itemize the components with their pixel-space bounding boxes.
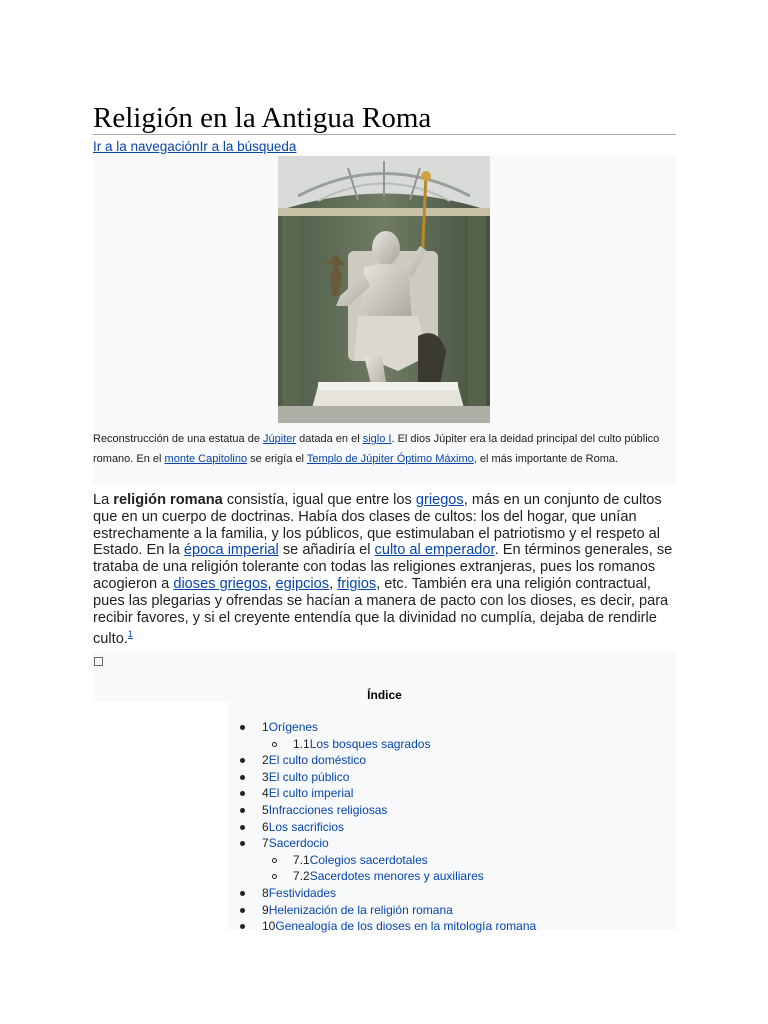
toc-bullet: [240, 808, 245, 813]
toc-item-link[interactable]: Helenización de la religión romana: [268, 902, 453, 917]
caption-text: Reconstrucción de una estatua de: [93, 433, 264, 445]
link-monte-capitolino[interactable]: monte Capitolino: [164, 453, 248, 465]
link-griegos[interactable]: griegos: [415, 492, 464, 508]
toc-subitem[interactable]: [293, 853, 428, 867]
paragraph-text: ,: [329, 575, 338, 592]
link-dioses-griegos[interactable]: dioses griegos: [173, 575, 268, 592]
toc-item-link[interactable]: Colegios sacerdotales: [309, 852, 428, 867]
toc-item-number: 5: [262, 803, 269, 817]
link-egipcios[interactable]: egipcios: [275, 575, 330, 592]
paragraph-text: consistía, igual que entre los: [222, 492, 416, 508]
toc-item-number: 7.2: [293, 869, 310, 884]
toc-bullet: [240, 825, 245, 830]
jump-links: [93, 139, 296, 155]
toc-item-link[interactable]: Genealogía de los dioses en la mitología romana: [275, 919, 537, 934]
toc-item-number: 8: [262, 886, 269, 900]
toc-bullet: [240, 891, 245, 896]
toc-item[interactable]: [262, 786, 353, 800]
paragraph-text: se añadiría el: [278, 542, 375, 559]
toc-item[interactable]: [262, 720, 318, 734]
bold-term: religión romana: [113, 492, 223, 508]
link-culto-al-emperador[interactable]: culto al emperador: [374, 542, 495, 559]
toc-item-number: 9: [262, 902, 269, 917]
toc-item-number: 7: [262, 836, 269, 851]
toc-item-link[interactable]: Sacerdocio: [268, 836, 329, 851]
toc-item-number: 1.1: [293, 736, 310, 751]
toc-title: Índice: [367, 688, 402, 702]
toc-item-number: 7.1: [293, 852, 310, 867]
toc-item-number: 4: [262, 786, 269, 801]
toc-item[interactable]: [262, 820, 344, 834]
toc-subitem-marker: [272, 742, 277, 747]
toc-item[interactable]: [262, 903, 453, 917]
toc-bullet: [240, 908, 245, 913]
caption-text: . El dios Júpiter era la deidad principal del culto público romano. En el: [93, 433, 660, 465]
toc-item[interactable]: [262, 919, 536, 933]
toc-bullet: [240, 775, 245, 780]
toc-item-number: 1: [262, 720, 269, 734]
paragraph-text: . En términos generales, se trataba de una religión tolerante con todas las religiones extranjeras, pues los romanos acogieron a: [93, 542, 673, 592]
toc-item[interactable]: [262, 753, 366, 767]
reference-link[interactable]: 1: [127, 629, 133, 640]
toc-item[interactable]: [262, 886, 336, 900]
toc-item-link[interactable]: Festividades: [268, 886, 337, 900]
paragraph-text: , más en un conjunto de cultos que en un cuerpo de doctrinas. Había dos clases de cultos: los del hogar, que unían estrechamente a la familia, y los públicos, que estimulaban el patriotismo y el respeto al Estado. En la: [93, 492, 662, 559]
toc-item-number: 6: [262, 819, 269, 834]
intro-paragraph: [93, 492, 676, 648]
page-title: Religión en la Antigua Roma: [93, 102, 432, 134]
toc-item[interactable]: [262, 803, 387, 817]
caption-text: se erigía el: [247, 453, 307, 465]
toc-item-number: 3: [262, 769, 269, 784]
toc-item-link[interactable]: Orígenes: [268, 720, 319, 734]
paragraph-text: , etc. También era una religión contractual, pues las plegarias y ofrendas se hacían a manera de pacto con los dioses, es decir, para recibir favores, y si el creyente entendía que la divinidad no cumplía, dejaba de rendirle culto.: [93, 575, 669, 648]
toc-item-number: 2: [262, 753, 269, 768]
paragraph-text: ,: [267, 575, 276, 592]
link-epoca-imperial[interactable]: época imperial: [183, 542, 279, 559]
toc-item[interactable]: [262, 770, 349, 784]
toc-item-link[interactable]: El culto público: [268, 769, 350, 784]
toc-item-link[interactable]: Los bosques sagrados: [309, 736, 431, 751]
toc-toggle-checkbox[interactable]: [94, 657, 103, 666]
toc-item-number: 10: [262, 919, 276, 934]
toc-subitem[interactable]: [293, 869, 484, 883]
link-jupiter[interactable]: Júpiter: [263, 433, 297, 445]
figure-caption: [93, 429, 676, 469]
toc-item-link[interactable]: Infracciones religiosas: [268, 803, 388, 817]
toc-subitem[interactable]: [293, 737, 430, 751]
toc-item-link[interactable]: Sacerdotes menores y auxiliares: [309, 869, 484, 884]
toc-bullet: [240, 725, 245, 730]
toc-item-link[interactable]: El culto doméstico: [268, 753, 367, 768]
title-divider: [93, 134, 676, 135]
jump-to-search-link[interactable]: Ir a la búsqueda: [199, 139, 297, 154]
paragraph-text: La: [93, 492, 114, 508]
link-siglo-i[interactable]: siglo I: [362, 433, 392, 445]
jump-to-navigation-link[interactable]: Ir a la navegación: [93, 139, 200, 154]
link-templo-jupiter[interactable]: Templo de Júpiter Óptimo Máximo: [306, 453, 474, 465]
caption-text: datada en el: [296, 433, 363, 445]
caption-text: , el más importante de Roma.: [473, 453, 619, 465]
link-frigios[interactable]: frigios: [337, 575, 377, 592]
toc-item[interactable]: [262, 836, 329, 850]
toc-item-link[interactable]: El culto imperial: [268, 786, 354, 801]
jupiter-statue-image[interactable]: [278, 156, 490, 423]
toc-subitem-marker: [272, 858, 277, 863]
toc-item-link[interactable]: Los sacrificios: [268, 819, 345, 834]
